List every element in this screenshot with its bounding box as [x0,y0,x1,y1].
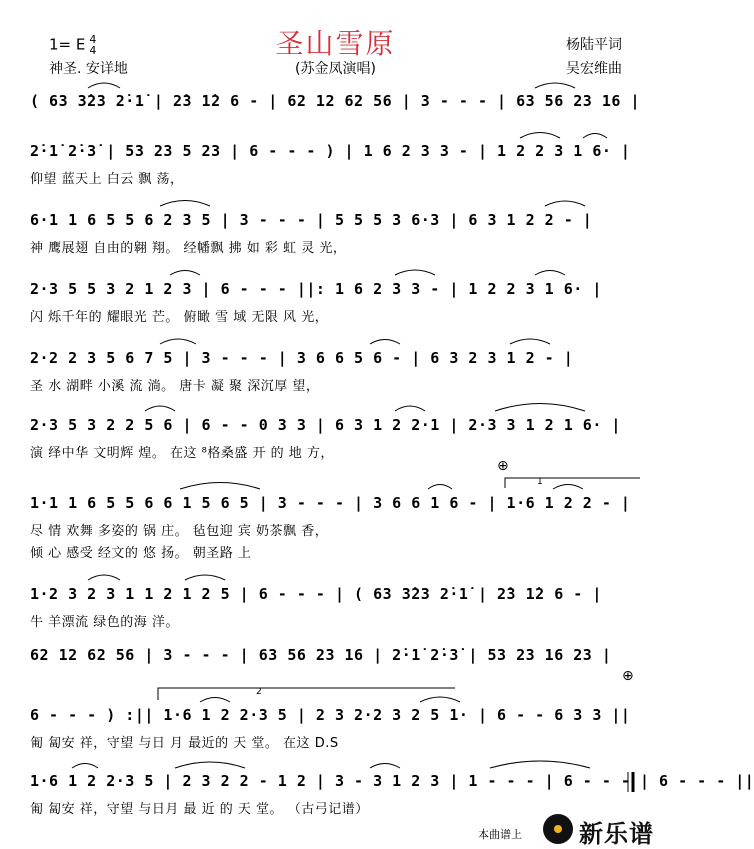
score-line-4-lyrics: 闪 烁千年的 耀眼光 芒。 俯瞰 雪 域 无限 风 光， [30,310,329,325]
coda-sign: ⊕ [497,458,509,474]
score-line-7-lyrics-2: 倾 心 感受 经文的 悠 扬。 朝圣路 上 [30,546,252,561]
tie-mark [185,575,225,580]
score-line-6-notes: 2·3 5 3 2 2 5 6 | 6 - - 0 3 3 | 6 3 1 2 2·1 | 2·3 3 1 2 1 6· | [30,416,621,434]
tie-mark [420,697,460,702]
volta-1-number: 1 [537,477,543,487]
key-label: 1= E [49,35,86,54]
score-line-8-notes: 1·2 3 2 3 1 1 2 1 2 5 | 6 - - - | ( 63 3̇23 2̇·1̇ | 2̇3 1̇2 6 - | [30,585,602,603]
meter-bottom: 4 [89,44,97,57]
volta-2-bracket [158,688,455,700]
volta-2-number: 2 [256,687,262,697]
tie-mark [88,83,120,88]
score-line-9-notes: 62 12 62 56 | 3 - - - | 63 56 23 16 | 2̇·1̇ 2̇·3̇ | 53 23 16 23 | [30,646,612,664]
logo-text: 新乐谱 [579,820,654,848]
score-line-2-notes: 2̇·1̇ 2̇·3̇ | 53 23 5 23 | 6 - - - ) | 1 6 2 3 3 - | 1 2 2 3 1 6· | [30,142,631,160]
tie-mark [395,406,425,411]
tie-mark [535,271,565,276]
tie-mark [170,271,200,276]
tie-mark [88,575,120,580]
score-line-11-notes: 1·6 1 2 2·3 5 | 2 3 2 2 - 1 2 | 3 - 3 1 2 3 | 1 - - - | 6 - - - | 6 - - - || [30,772,754,790]
score-line-3-lyrics: 神 鹰展翅 自由的翱 翔。 经幡飘 拂 如 彩 虹 灵 光， [30,241,347,256]
tie-mark [490,761,590,768]
tie-mark [370,340,400,345]
tie-mark [553,485,583,490]
coda-sign-end: ⊕ [622,668,634,684]
tie-mark [520,133,560,139]
tie-mark [180,483,260,490]
score-line-7-notes: 1·1 1 6 5 5 6 6 1 5 6 5 | 3 - - - | 3 6 6 1 6 - | 1·6 1 2 2 - | [30,494,631,512]
score-line-7-lyrics-1: 尽 情 欢舞 多姿的 锅 庄。 毡包迎 宾 奶茶飘 香， [30,524,329,539]
tie-mark [428,485,452,490]
score-line-6-lyrics: 演 绎中华 文明辉 煌。 在这 ⁸格桑盛 开 的 地 方， [30,446,334,461]
tie-mark [535,83,575,88]
score-line-4-notes: 2·3 5 5 3 2 1 2 3 | 6 - - - ||: 1 6 2 3 3 - | 1 2 2 3 1 6· | [30,280,602,298]
volta-1-bracket [505,478,640,488]
tie-mark [583,134,607,139]
score-line-5-lyrics: 圣 水 湖畔 小溪 流 淌。 唐卡 凝 聚 深沉厚 望， [30,379,320,394]
tie-mark [370,764,400,769]
tie-mark [145,406,175,411]
tie-mark [160,339,196,344]
score-line-8-lyrics: 牛 羊漂流 绿色的海 洋。 [30,615,179,630]
tie-mark [510,339,550,344]
song-title: 圣山雪原 [275,27,396,60]
score-line-10-notes: 6 - - - ) :|| 1·6 1 2 2·3 5 | 2 3 2·2 3 2 5 1· | 6 - - 6 3 3 || [30,706,631,724]
tie-mark [160,201,210,207]
score-line-2-lyrics: 仰望 蓝天上 白云 飘 荡， [30,172,184,187]
tie-mark [72,764,98,769]
tie-mark [200,698,230,703]
score-line-10-lyrics: 匍 匐安 祥，守望 与日 月 最近的 天 堂。 在这 D.S [30,736,339,751]
upload-note: 本曲谱上 [478,828,522,841]
expression-marking: 神圣. 安详地 [49,61,128,77]
score-line-1-notes: ( 63 3̇23 2̇·1̇ | 2̇3 1̇2 6 - | 62 12 62 56 | 3 - - - | 63 56 23 16 | [30,92,640,110]
key-signature [49,34,96,56]
tie-mark [545,201,585,206]
tie-mark [175,762,245,768]
tie-mark [395,270,435,275]
meter-top: 4 [89,33,97,46]
score-line-11-lyrics: 匍 匐安 祥，守望 与日月 最 近 的 天 堂。 （古弓记谱） [30,802,369,817]
record-disc-icon [543,814,573,844]
time-signature [89,34,96,56]
singer-credit: (苏金凤演唱) [295,61,376,77]
score-line-3-notes: 6·1 1 6 5 5 6 2 3 5 | 3 - - - | 5 5 5 3 6·3 | 6 3 1 2 2 - | [30,211,593,229]
lyricist-credit: 杨陆平词 [566,37,622,53]
score-line-5-notes: 2·2 2 3 5 6 7 5 | 3 - - - | 3 6 6 5 6 - | 6 3 2 3 1 2 - | [30,349,574,367]
composer-credit: 吴宏维曲 [566,61,622,77]
tie-mark [495,404,585,412]
